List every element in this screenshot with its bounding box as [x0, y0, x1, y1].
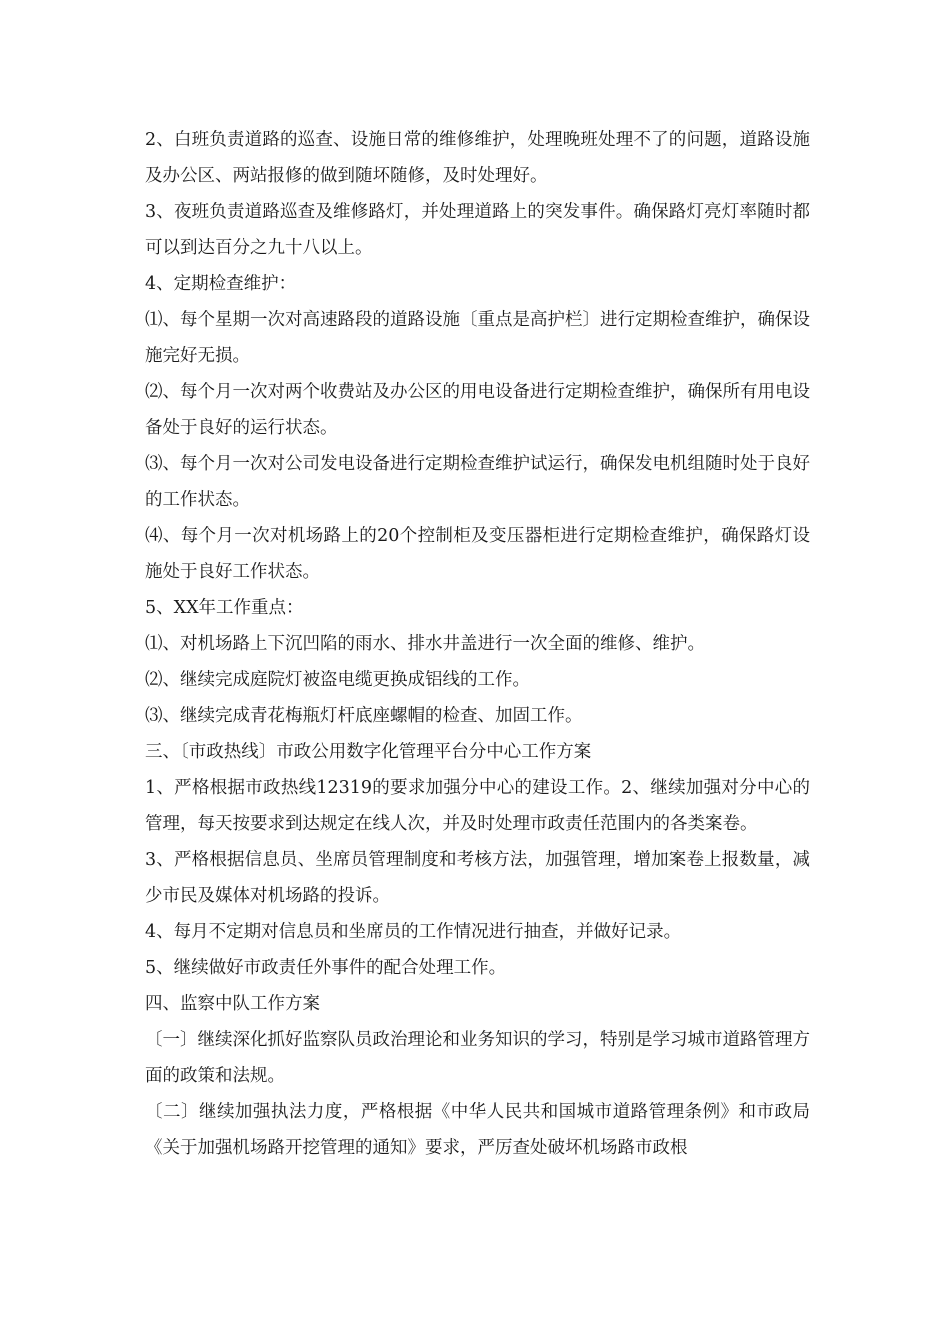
paragraph-focus-courtyard-lamps: ⑵、继续完成庭院灯被盗电缆更换成铝线的工作。 [145, 670, 530, 690]
paragraph-monthly-generator: ⑶、每个月一次对公司发电设备进行定期检查维护试运行，确保发电机组随时处于良好的工作状态。 [145, 454, 810, 510]
paragraph-focus-manholes: ⑴、对机场路上下沉凹陷的雨水、排水井盖进行一次全面的维修、维护。 [145, 634, 705, 654]
section-heading-inspection-team: 四、监察中队工作方案 [145, 994, 320, 1014]
paragraph-hotline-staff-management: 3、严格根据信息员、坐席员管理制度和考核方法，加强管理，增加案卷上报数量，减少市民及媒体对机场路的投诉。 [145, 850, 810, 906]
paragraph-day-shift: 2、白班负责道路的巡查、设施日常的维修维护，处理晚班处理不了的问题，道路设施及办公区、两站报修的做到随坏随修，及时处理好。 [145, 130, 810, 186]
paragraph-night-shift: 3、夜班负责道路巡查及维修路灯，并处理道路上的突发事件。确保路灯亮灯率随时都可以到达百分之九十八以上。 [145, 202, 810, 258]
paragraph-hotline-spot-checks: 4、每月不定期对信息员和坐席员的工作情况进行抽查，并做好记录。 [145, 922, 682, 942]
paragraph-periodic-heading: 4、定期检查维护： [145, 274, 297, 294]
section-heading-hotline: 三、〔市政热线〕市政公用数字化管理平台分中心工作方案 [145, 742, 592, 762]
paragraph-year-focus-heading: 5、XX年工作重点： [145, 598, 304, 618]
paragraph-monthly-control-cabinets: ⑷、每个月一次对机场路上的20个控制柜及变压器柜进行定期检查维护，确保路灯设施处于良好工作状态。 [145, 526, 810, 582]
paragraph-weekly-inspection: ⑴、每个星期一次对高速路段的道路设施〔重点是高护栏〕进行定期检查维护，确保设施完好无损。 [145, 310, 810, 366]
paragraph-monthly-toll-station: ⑵、每个月一次对两个收费站及办公区的用电设备进行定期检查维护，确保所有用电设备处于良好的运行状态。 [145, 382, 810, 438]
paragraph-hotline-cooperation: 5、继续做好市政责任外事件的配合处理工作。 [145, 958, 507, 978]
paragraph-inspection-study: 〔一〕继续深化抓好监察队员政治理论和业务知识的学习，特别是学习城市道路管理方面的政策和法规。 [145, 1030, 810, 1086]
paragraph-focus-lamp-posts: ⑶、继续完成青花梅瓶灯杆底座螺帽的检查、加固工作。 [145, 706, 583, 726]
document-body [145, 122, 810, 1166]
paragraph-hotline-construction: 1、严格根据市政热线12319的要求加强分中心的建设工作。2、继续加强对分中心的管理，每天按要求到达规定在线人次，并及时处理市政责任范围内的各类案卷。 [145, 778, 810, 834]
paragraph-inspection-enforcement: 〔二〕继续加强执法力度，严格根据《中华人民共和国城市道路管理条例》和市政局《关于加强机场路开挖管理的通知》要求，严厉查处破坏机场路市政根 [145, 1102, 810, 1158]
